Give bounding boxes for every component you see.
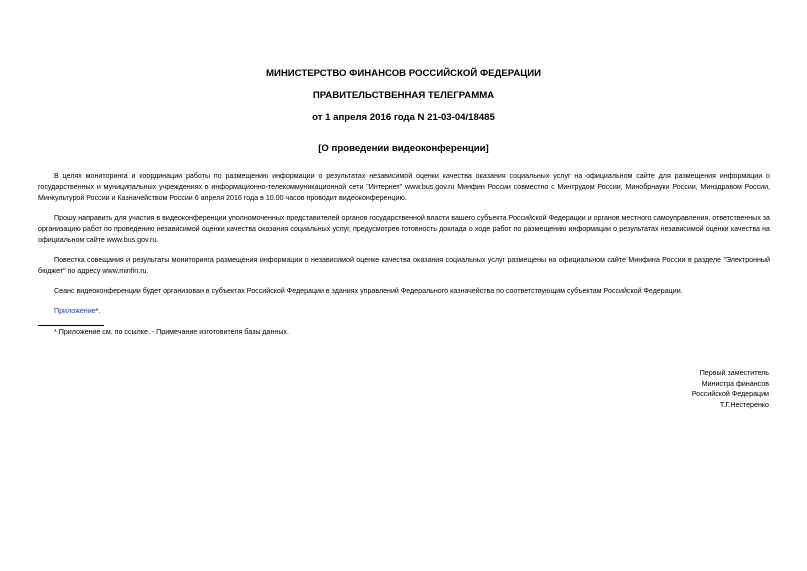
signature-line-3: Российской Федерации xyxy=(691,390,769,398)
footnote-text: * Приложение см. по ссылке. - Примечание изготовителя базы данных. xyxy=(54,328,289,336)
date-number-heading: от 1 апреля 2016 года N 21-03-04/18485 xyxy=(312,112,495,123)
paragraph-2: Прошу направить для участия в видеоконференции уполномоченных представителей органов государственной власти вашего субъекта Российской Федерации и органов местного самоуправления, ответственных за организацию работ по проведению независимой оценки качества оказания социальных услуг, предусмотрев готовность доклада о ходе работ по размещению информации о результатах независимой оценки качества на официальном сайте www.bus.gov.ru. xyxy=(38,214,770,244)
footnote-divider xyxy=(38,325,104,326)
document-type-heading: ПРАВИТЕЛЬСТВЕННАЯ ТЕЛЕГРАММА xyxy=(312,90,495,101)
ministry-heading: МИНИСТЕРСТВО ФИНАНСОВ РОССИЙСКОЙ ФЕДЕРАЦИИ xyxy=(265,68,542,79)
signature-name: Т.Г.Нестеренко xyxy=(719,400,769,409)
attachment-mark: *. xyxy=(95,307,101,315)
attachment-link[interactable]: Приложение xyxy=(54,307,96,315)
paragraph-4: Сеанс видеоконференции будет организован в субъектах Российской Федерации в зданиях управлений Федерального казначейства по соответствующим субъектам Российской Федерации. xyxy=(54,287,683,295)
signature-block xyxy=(692,368,769,410)
subject-heading: [О проведении видеоконференции] xyxy=(318,143,489,154)
paragraph-1: В целях мониторинга и координации работы по размещению информации о результатах независимой оценки качества оказания социальных услуг на официальном сайте для размещения информации о государственных и муниципальных учреждениях в информационно-телекоммуникационной сети "Интернет" www.bus.gov.ru Минфин России совместно с Минтрудом России, Минобрнауки России, Минздравом России, Минкультурой России и Казначейством России 6 апреля 2016 года в 10.00 часов проводит видеоконференцию. xyxy=(38,172,770,202)
signature-line-1: Первый заместитель xyxy=(699,369,769,377)
attachment-line xyxy=(38,306,770,317)
signature-line-2: Министра финансов xyxy=(701,379,769,388)
paragraph-3: Повестка совещания и результаты мониторинга размещения информации о независимой оценке качества оказания социальных услуг размещены на официальном сайте Минфина России в разделе "Электронный бюджет" по адресу www.minfin.ru. xyxy=(38,256,770,275)
